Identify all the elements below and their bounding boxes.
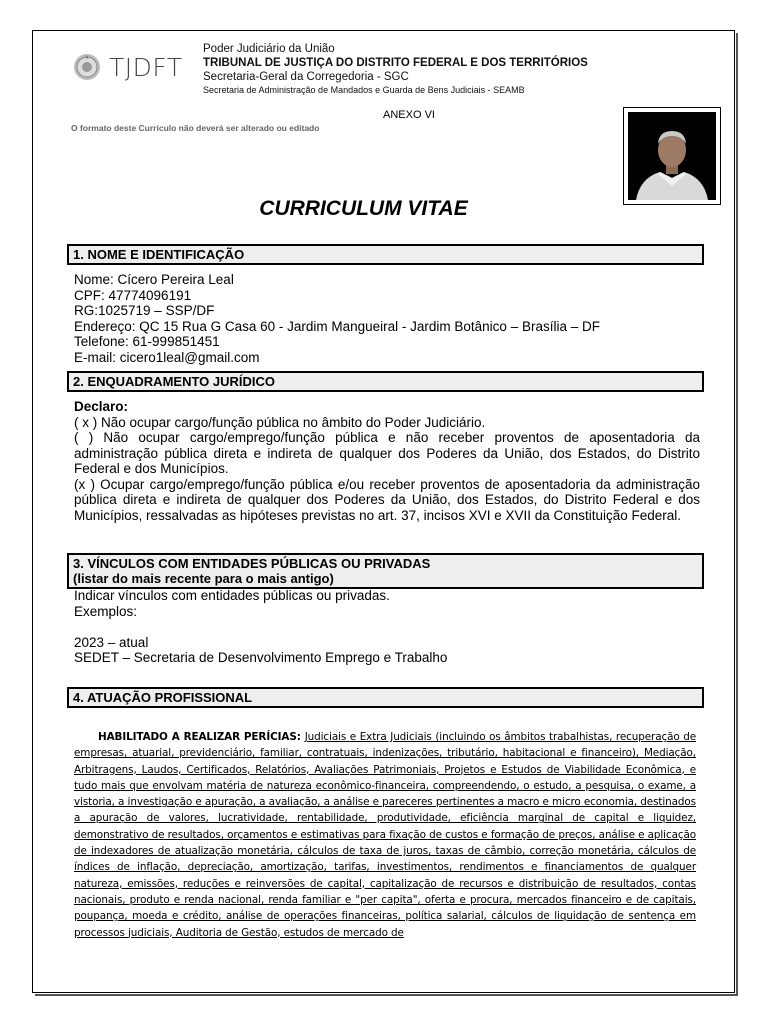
header-line-2: TRIBUNAL DE JUSTIÇA DO DISTRITO FEDERAL E DOS TERRITÓRIOS <box>203 57 588 69</box>
annex-label: ANEXO VI <box>383 109 435 121</box>
rg-line: RG:1025719 – SSP/DF <box>74 303 215 318</box>
court-logo: TJDFT <box>109 53 183 82</box>
header-line-3: Secretaria-Geral da Corregedoria - SGC <box>203 71 409 83</box>
portrait-image <box>628 112 716 200</box>
links-instruction: Indicar vínculos com entidades públicas ou privadas. <box>74 588 390 603</box>
cpf-line: CPF: 47774096191 <box>74 287 192 303</box>
phone-line: Telefone: 61-999851451 <box>74 334 220 349</box>
section-3-subtitle: (listar do mais recente para o mais antigo) <box>73 571 334 586</box>
header-line-1: Poder Judiciário da União <box>203 43 335 55</box>
declaration-option-1: ( x ) Não ocupar cargo/função pública no âmbito do Poder Judiciário. <box>74 414 486 430</box>
document-title: CURRICULUM VITAE <box>259 197 468 220</box>
document-page <box>32 30 735 993</box>
professional-activity-text <box>74 729 696 941</box>
expertise-lead: HABILITADO A REALIZAR PERÍCIAS: <box>98 731 305 743</box>
section-1-heading: 1. NOME E IDENTIFICAÇÃO <box>67 244 704 265</box>
profile-photo <box>623 107 721 205</box>
link-entity: SEDET – Secretaria de Desenvolvimento Emprego e Trabalho <box>74 650 448 665</box>
format-note: O formato deste Currículo não deverá ser alterado ou editado <box>71 123 320 133</box>
links-block <box>74 588 700 666</box>
expertise-body: Judiciais e Extra Judiciais (incluindo os âmbitos trabalhistas, recuperação de empresas, atuarial, previdenciário, familiar, contratuais, indenizações, tributário, habitacional e financeiro), Mediação, Arbitragens, Laudos, Certificados, Relatórios, Avaliações Patrimoniais, Projetos e Estudos de Viabilidade Econômica, e tudo mais que envolvam matéria de natureza econômico-financeira, compreendendo, o estudo, a pesquisa, o exame, a vistoria, a investigação e apuração, a avaliação, a análise e pareceres pertinentes a macro e micro economia, destinados a apuração de valores, lucratividade, rentabilidade, produtividade, eficiência marginal de capital e liquidez, demonstrativo de resultados, orçamentos e estimativas para fixação de custos e formação de preços, análise e aplicação de indexadores de atualização monetária, cálculos de taxa de juros, taxas de câmbio, correção monetária, cálculos de índices de inflação, depreciação, amortização, tarifas, investimentos, rendimentos e financiamentos de qualquer natureza, emissões, reduções e reinversões de capital, capitalização de recursos e distribuição de resultados, contas nacionais, produto e renda nacional, renda familiar e "per capita", oferta e procura, mercados financeiro e de capitais, poupança, moeda e crédito, análise de operações financeiras, política salarial, cálculos de liquidação de sentença em processos judiciais, Auditoria de Gestão, estudos de mercado de <box>74 731 696 939</box>
header-line-4: Secretaria de Administração de Mandados e Guarda de Bens Judiciais - SEAMB <box>203 85 525 95</box>
email-line: E-mail: cicero1leal@gmail.com <box>74 349 260 365</box>
link-period: 2023 – atual <box>74 634 149 650</box>
legal-declaration-block <box>74 399 700 523</box>
section-3-title: 3. VÍNCULOS COM ENTIDADES PÚBLICAS OU PRIVADAS <box>73 556 431 571</box>
section-4-heading: 4. ATUAÇÃO PROFISSIONAL <box>67 687 704 708</box>
examples-label: Exemplos: <box>74 603 138 619</box>
declaration-option-3: (x ) Ocupar cargo/emprego/função pública e/ou receber proventos de aposentadoria da administração pública direta e indireta de qualquer dos Poderes da União, dos Estados, do Distrito Federal e dos Municípios, ressalvadas as hipóteses previstas no art. 37, incisos XVI e XVII da Constituição Federal. <box>74 476 700 523</box>
coat-of-arms-icon <box>73 53 101 81</box>
declaration-option-2: ( ) Não ocupar cargo/emprego/função pública e não receber proventos de aposentadoria da administração pública direta e indireta de qualquer dos Poderes da União, dos Estados, do Distrito Federal e dos Municípios. <box>74 430 700 476</box>
section-2-heading: 2. ENQUADRAMENTO JURÍDICO <box>67 371 704 392</box>
identification-block <box>74 272 700 365</box>
name-line: Nome: Cícero Pereira Leal <box>74 272 234 287</box>
letterhead <box>71 41 631 101</box>
section-3-heading <box>67 553 704 589</box>
address-line: Endereço: QC 15 Rua G Casa 60 - Jardim Mangueiral - Jardim Botânico – Brasília – DF <box>74 318 600 334</box>
declare-label: Declaro: <box>74 399 129 414</box>
